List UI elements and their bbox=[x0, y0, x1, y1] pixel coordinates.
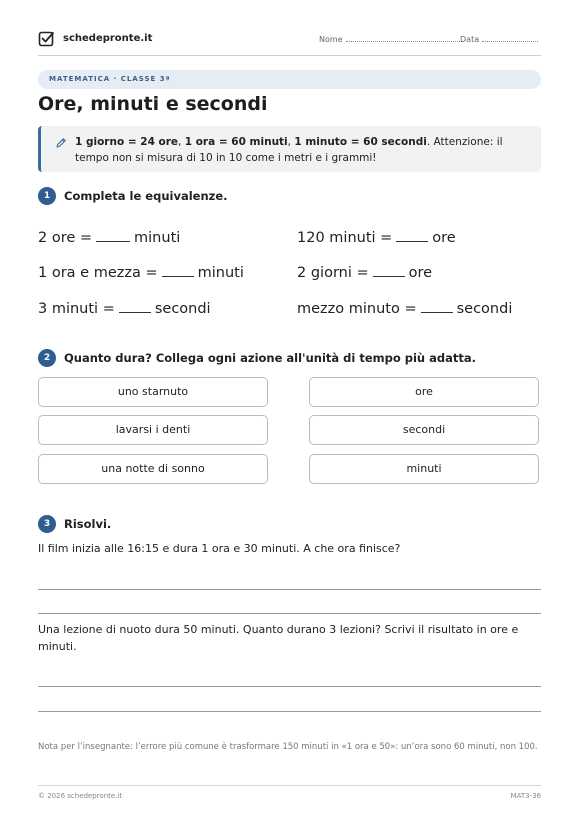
action-box[interactable]: una notte di sonno bbox=[38, 454, 268, 484]
worksheet-code: MAT3-36 bbox=[510, 792, 541, 800]
answer-line[interactable] bbox=[38, 613, 541, 614]
equivalence-unit: secondi bbox=[154, 301, 211, 317]
copyright-text: © 2026 schedepronte.it bbox=[38, 792, 123, 800]
name-label: Nome bbox=[319, 35, 343, 44]
teacher-note: Nota per l’insegnante: l’errore più comune è trasformare 150 minuti in «1 ora e 50»: un’ora sono 60 minuti, non 100. bbox=[38, 742, 538, 752]
action-box[interactable]: lavarsi i denti bbox=[38, 415, 268, 445]
equivalence-unit: ore bbox=[408, 265, 433, 281]
section-number-badge: 2 bbox=[38, 349, 56, 367]
answer-blank[interactable] bbox=[421, 301, 453, 313]
unit-box[interactable]: secondi bbox=[309, 415, 539, 445]
equivalence-unit: ore bbox=[432, 230, 456, 246]
answer-line[interactable] bbox=[38, 686, 541, 687]
callout-separator: , bbox=[287, 136, 295, 148]
date-field bbox=[460, 35, 538, 44]
callout-text bbox=[75, 134, 535, 166]
callout-fact-minute: 1 minuto = 60 secondi bbox=[294, 136, 427, 148]
equivalence-left: 120 minuti = bbox=[297, 230, 393, 246]
callout-warning: . Attenzione: il tempo non si misura di 10 in 10 come i metri e i grammi! bbox=[75, 136, 503, 164]
equivalence-item bbox=[38, 230, 180, 246]
equivalence-item bbox=[297, 301, 512, 317]
problem-1-text: Il film inizia alle 16:15 e dura 1 ora e 30 minuti. A che ora finisce? bbox=[38, 542, 401, 555]
name-dotted-line bbox=[346, 35, 464, 42]
section-title: Risolvi. bbox=[64, 517, 112, 531]
section-number-badge: 3 bbox=[38, 515, 56, 533]
page-footer bbox=[38, 785, 541, 805]
equivalence-left: mezzo minuto = bbox=[297, 301, 417, 317]
section-number-badge: 1 bbox=[38, 187, 56, 205]
date-dotted-line bbox=[482, 35, 538, 42]
page-header bbox=[38, 30, 541, 56]
answer-line[interactable] bbox=[38, 711, 541, 712]
answer-blank[interactable] bbox=[373, 265, 405, 277]
equivalence-left: 3 minuti = bbox=[38, 301, 115, 317]
callout-fact-day: 1 giorno = 24 ore bbox=[75, 136, 179, 148]
equivalence-item bbox=[297, 230, 456, 246]
page-title: Ore, minuti e secondi bbox=[38, 93, 268, 115]
equivalence-unit: minuti bbox=[134, 230, 181, 246]
name-field bbox=[319, 35, 464, 44]
logo-text: schedepronte.it bbox=[63, 33, 153, 44]
section-title: Quanto dura? Collega ogni azione all'unità di tempo più adatta. bbox=[64, 351, 476, 365]
equivalence-left: 1 ora e mezza = bbox=[38, 265, 158, 281]
date-label: Data bbox=[460, 35, 480, 44]
checkbox-logo-icon bbox=[38, 30, 56, 48]
answer-blank[interactable] bbox=[96, 230, 130, 242]
section-title: Completa le equivalenze. bbox=[64, 189, 228, 203]
equivalence-unit: secondi bbox=[456, 301, 513, 317]
answer-line[interactable] bbox=[38, 589, 541, 590]
equivalence-left: 2 ore = bbox=[38, 230, 93, 246]
equivalence-item bbox=[38, 265, 244, 281]
callout-separator: , bbox=[178, 136, 185, 148]
info-callout bbox=[38, 126, 541, 172]
action-box[interactable]: uno starnuto bbox=[38, 377, 268, 407]
equivalence-unit: minuti bbox=[197, 265, 244, 281]
unit-box[interactable]: ore bbox=[309, 377, 539, 407]
pencil-icon bbox=[55, 137, 67, 149]
equivalence-left: 2 giorni = bbox=[297, 265, 369, 281]
equivalence-item bbox=[38, 301, 211, 317]
equivalence-item bbox=[297, 265, 432, 281]
answer-blank[interactable] bbox=[396, 230, 428, 242]
unit-box[interactable]: minuti bbox=[309, 454, 539, 484]
answer-blank[interactable] bbox=[119, 301, 151, 313]
callout-fact-hour: 1 ora = 60 minuti bbox=[184, 136, 288, 148]
subject-pill: MATEMATICA · CLASSE 3ª bbox=[38, 70, 541, 89]
answer-blank[interactable] bbox=[162, 265, 194, 277]
problem-2-text: Una lezione di nuoto dura 50 minuti. Quanto durano 3 lezioni? Scrivi il risultato in ore e minuti. bbox=[38, 623, 519, 653]
